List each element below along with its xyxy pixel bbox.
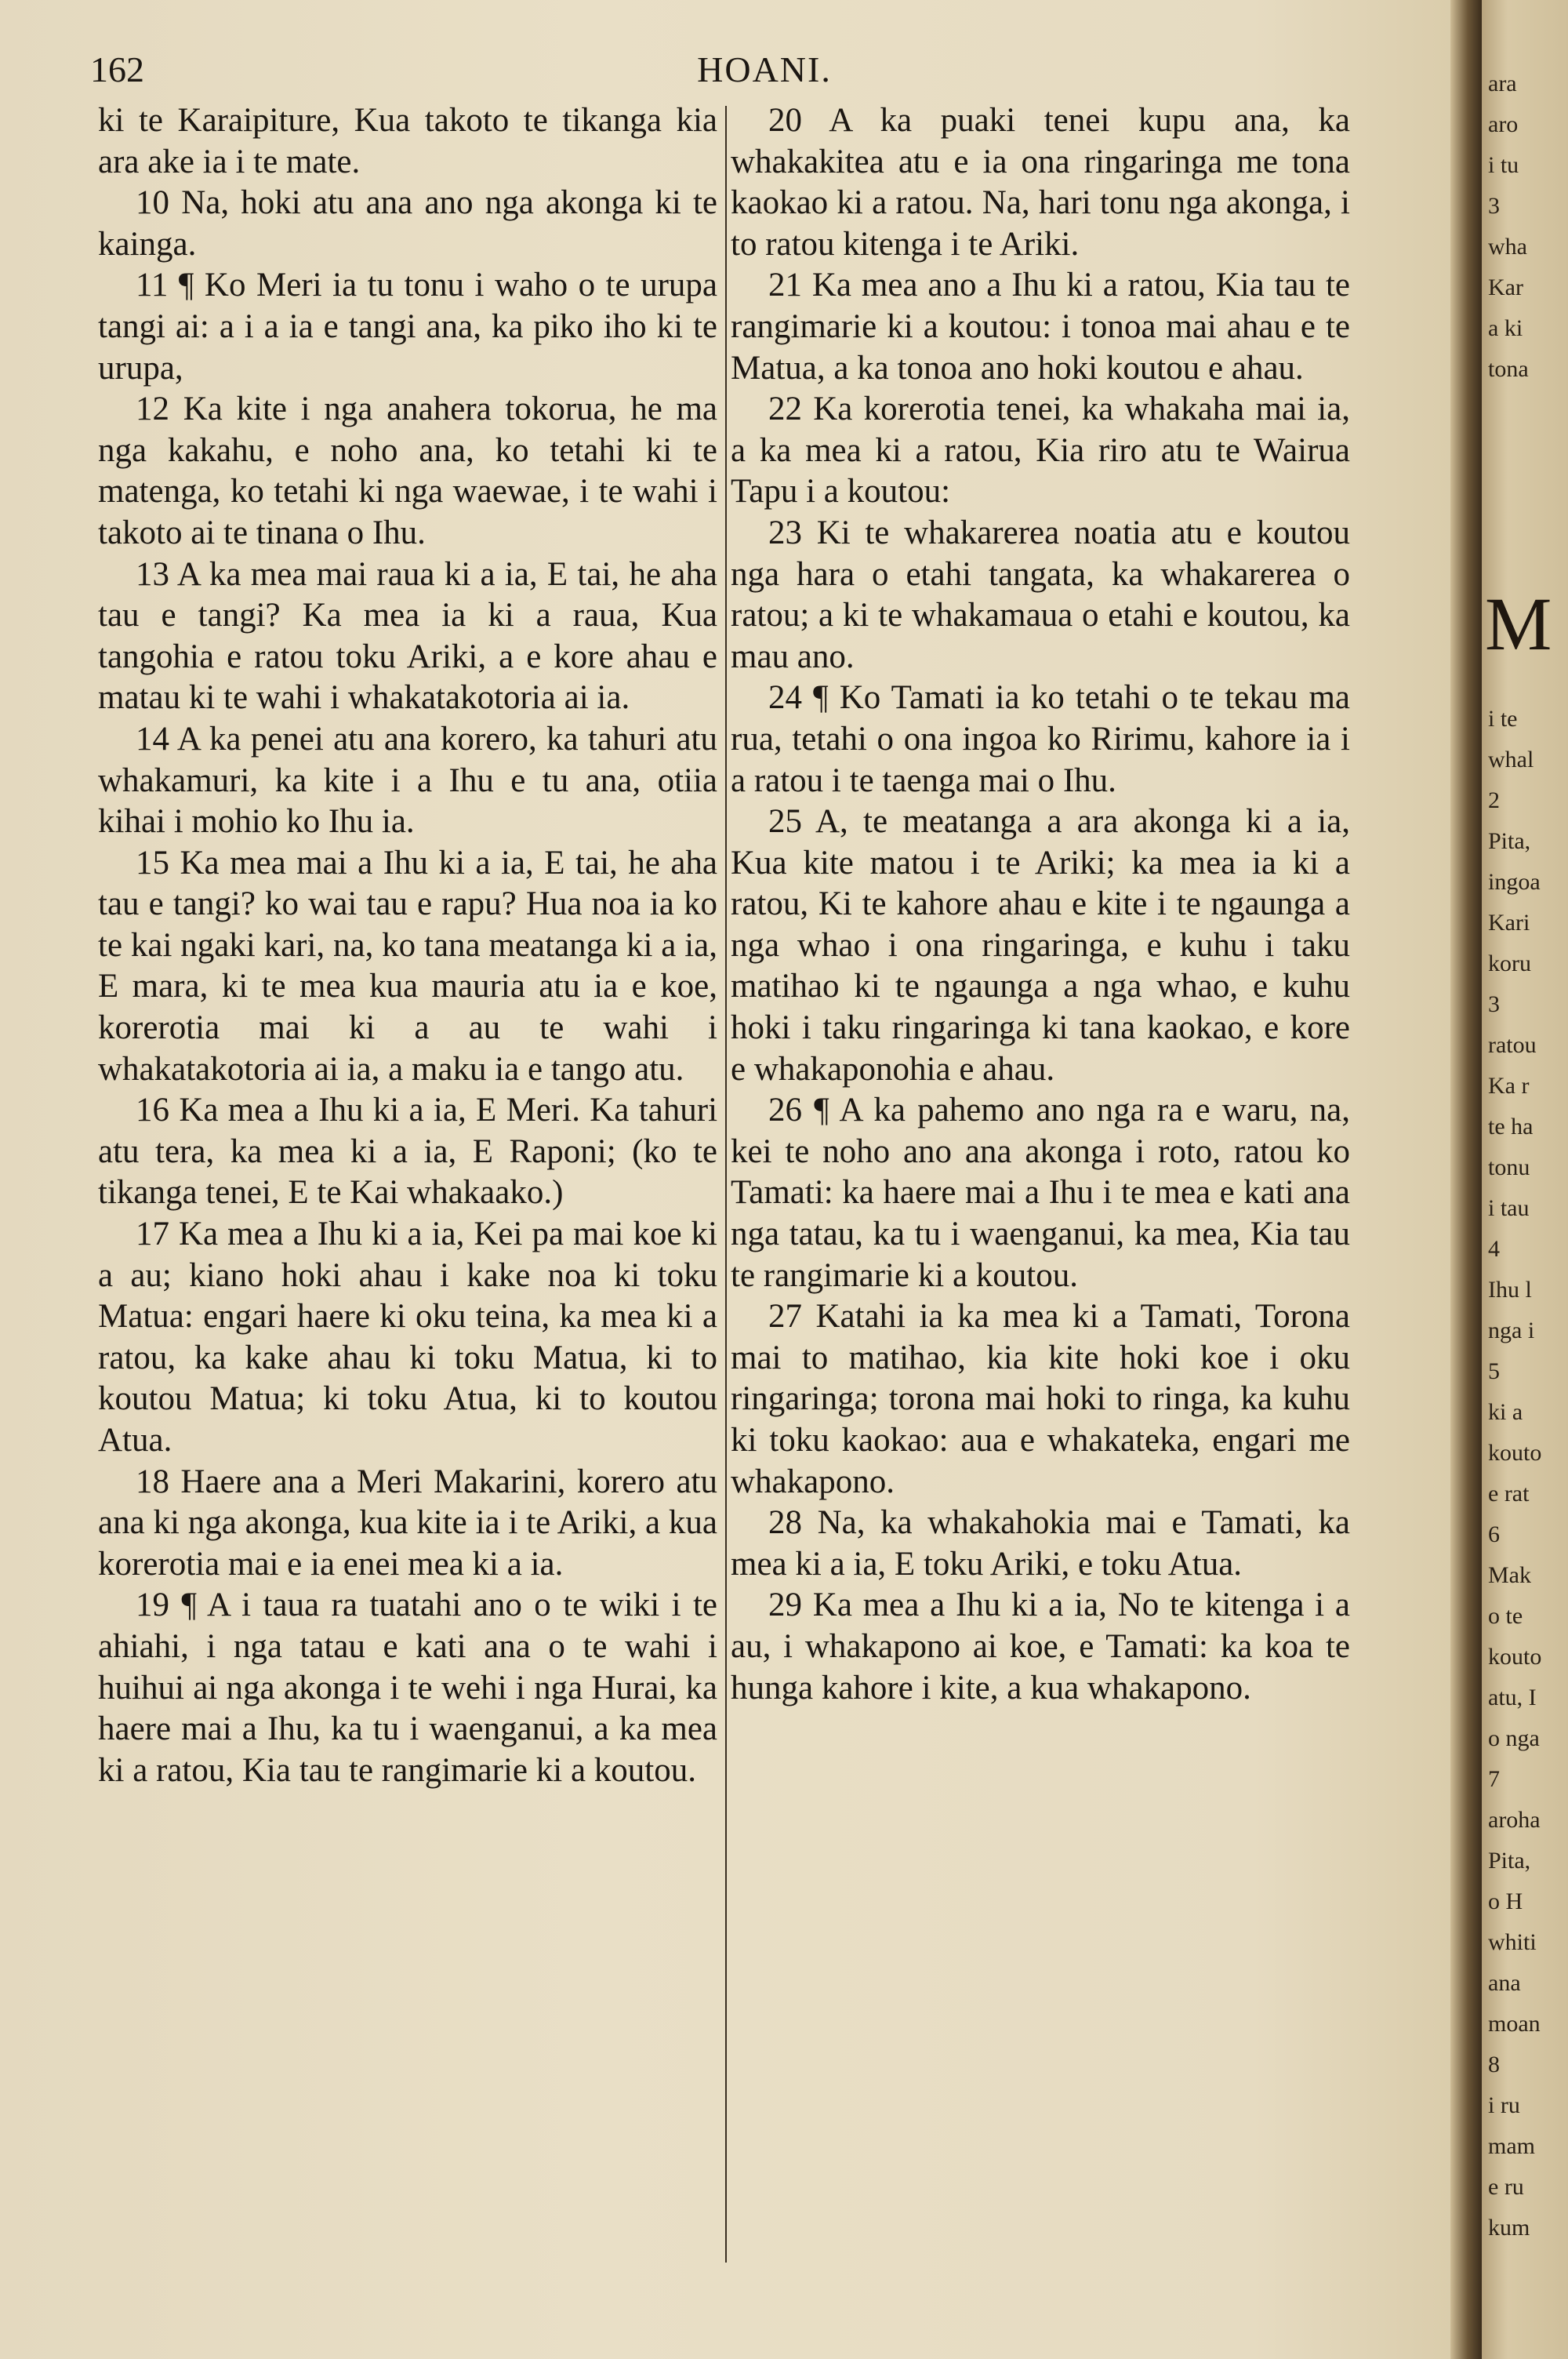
page-header	[90, 49, 1439, 96]
adjacent-page-fragment: Mak	[1488, 1562, 1531, 1588]
verse-number: 17	[136, 1216, 169, 1253]
adjacent-page-fragment: Kar	[1488, 274, 1523, 300]
adjacent-page-fragment: 3	[1488, 193, 1500, 219]
verse	[98, 265, 717, 389]
column-rule	[725, 106, 727, 2263]
adjacent-page-fragment: whal	[1488, 747, 1534, 772]
adjacent-page-fragment: i ru	[1488, 2092, 1520, 2118]
adjacent-page-fragment: ingoa	[1488, 869, 1541, 895]
adjacent-page-fragment: 8	[1488, 2052, 1500, 2077]
verse-text: Ka mea a Ihu ki a ia, Kei pa mai koe ki a au; kiano hoki ahau i kake noa ki toku Matua: engari haere ki oku teina, ka mea ki a ratou, ka kake ahau ki toku Matua, ki to koutou Matua; ki toku Atua, ki to koutou Atua.	[98, 1216, 718, 1459]
pilcrow-mark: ¶	[178, 267, 194, 304]
verse	[731, 265, 1350, 389]
adjacent-page-fragment: ki a	[1488, 1399, 1523, 1425]
adjacent-page-fragment: koru	[1488, 951, 1531, 976]
verse	[98, 1090, 717, 1214]
verse-text: Ko Tamati ia ko tetahi o te tekau ma rua, tetahi o ona ingoa ko Ririmu, kahore ia i a ratou i te taenga mai o Ihu.	[731, 679, 1350, 799]
verse-number: 13	[136, 555, 169, 593]
adjacent-page-fragment: te ha	[1488, 1114, 1534, 1140]
adjacent-page-fragment: ratou	[1488, 1032, 1537, 1058]
adjacent-page-fragment: e ru	[1488, 2174, 1524, 2200]
verse	[731, 513, 1350, 678]
adjacent-page-fragment: ara	[1488, 71, 1517, 96]
verse-number: 19	[136, 1587, 169, 1624]
verse-number: 26	[768, 1092, 802, 1129]
verse-number: 15	[136, 844, 169, 881]
verse	[98, 183, 717, 265]
adjacent-page-fragment: 5	[1488, 1358, 1500, 1384]
verse	[98, 100, 717, 183]
left-column	[98, 100, 717, 1791]
pilcrow-mark: ¶	[813, 679, 829, 717]
verse-text: Na, hoki atu ana ano nga akonga ki te kainga.	[98, 184, 718, 263]
running-head: HOANI.	[697, 49, 832, 89]
adjacent-page-fragment: whiti	[1488, 1929, 1537, 1955]
verse-text: Na, ka whakahokia mai e Tamati, ka mea ki a ia, E toku Ariki, e toku Atua.	[731, 1504, 1350, 1583]
verse-text: A i taua ra tuatahi ano o te wiki i te ahiahi, i nga tatau e kati ana o te wahi i huihui ai nga akonga i te wehi i nga Hurai, ka haere mai a Ihu, ka tu i waenganui, a ka mea ki a ratou, Kia tau te rangimarie ki a koutou.	[98, 1587, 717, 1789]
pilcrow-mark: ¶	[814, 1092, 829, 1129]
verse-number: 21	[768, 267, 802, 304]
right-column	[731, 100, 1350, 1709]
verse-number: 14	[136, 720, 169, 758]
verse-number: 28	[768, 1504, 802, 1542]
verse-number: 18	[136, 1463, 169, 1500]
verse-text: Ko Meri ia tu tonu i waho o te urupa tangi ai: a i a ia e tangi ana, ka piko iho ki te urupa,	[98, 267, 718, 387]
verse-text: Ka mea ano a Ihu ki a ratou, Kia tau te rangimarie ki a koutou: i tonoa mai ahau e te Matua, a ka tonoa ano hoki koutou e ahau.	[731, 267, 1351, 387]
adjacent-page-fragment: nga i	[1488, 1318, 1535, 1343]
verse-text: Ka mea a Ihu ki a ia, E Meri. Ka tahuri atu tera, ka mea ki a ia, E Raponi; (ko te tikanga tenei, E te Kai whakaako.)	[98, 1092, 718, 1212]
verse-text: Ka mea a Ihu ki a ia, No te kitenga i a au, i whakapono ai koe, e Tamati: ka koa te hunga kahore i kite, a kua whakapono.	[731, 1587, 1350, 1707]
adjacent-page-fragment: i tau	[1488, 1195, 1530, 1221]
adjacent-page-fragment: moan	[1488, 2011, 1541, 2037]
adjacent-page-fragment: 3	[1488, 991, 1500, 1017]
verse-number: 10	[136, 184, 169, 222]
verse-number: 16	[136, 1092, 169, 1129]
adjacent-page-fragment: kouto	[1488, 1644, 1542, 1670]
adjacent-page-fragment: Pita,	[1488, 1848, 1531, 1874]
verse	[731, 100, 1350, 265]
adjacent-page-fragment: Kari	[1488, 910, 1530, 936]
adjacent-page-fragment: i te	[1488, 706, 1518, 732]
verse-text: Katahi ia ka mea ki a Tamati, Torona mai to matihao, kia kite hoki koe i oku ringaringa; torona mai hoki to ringa, ka kuhu ki toku kaokao: aua e whakateka, engari me whakapono.	[731, 1298, 1350, 1500]
verse	[98, 1214, 717, 1462]
adjacent-page-fragment: 4	[1488, 1236, 1500, 1262]
adjacent-page-fragment: wha	[1488, 234, 1527, 260]
adjacent-page-edge	[1482, 0, 1568, 2359]
verse-number: 22	[768, 391, 802, 428]
verse-number: 24	[768, 679, 802, 717]
adjacent-page-fragment: o te	[1488, 1603, 1523, 1629]
verse	[731, 389, 1350, 513]
verse-text: A ka pahemo ano nga ra e waru, na, kei te noho ano ana akonga i roto, ratou ko Tamati: ka haere mai a Ihu i te mea e kati ana nga tatau, ka tu i waenganui, ka mea, Kia tau te rangimarie ki a koutou.	[731, 1092, 1350, 1294]
adjacent-page-fragment: o H	[1488, 1888, 1523, 1914]
page-number: 162	[90, 49, 144, 89]
adjacent-page-fragment: a ki	[1488, 315, 1523, 341]
adjacent-page-fragment: 6	[1488, 1521, 1500, 1547]
verse	[98, 554, 717, 719]
adjacent-page-fragment: Pita,	[1488, 828, 1531, 854]
verse-number: 27	[768, 1298, 802, 1336]
verse	[731, 1585, 1350, 1709]
verse-text: Ka korerotia tenei, ka whakaha mai ia, a ka mea ki a ratou, Kia riro atu te Wairua Tapu i a koutou:	[731, 391, 1351, 511]
adjacent-page-fragment: aro	[1488, 111, 1519, 137]
verse	[98, 843, 717, 1091]
book-gutter	[1450, 0, 1482, 2359]
verse-text: Ka mea mai a Ihu ki a ia, E tai, he aha tau e tangi? ko wai tau e rapu? Hua noa ia ko te kai ngaki kari, na, ko tana meatanga ki a ia, E mara, ki te mea kua mauria atu ia e koe, korerotia mai ki a au te wahi i whakatakotoria ai ia, a maku ia e tango atu.	[98, 844, 717, 1088]
adjacent-page-fragment: M	[1485, 582, 1552, 666]
adjacent-page-fragment: e rat	[1488, 1481, 1530, 1507]
verse-text: ki te Karaipiture, Kua takoto te tikanga kia ara ake ia i te mate.	[98, 102, 717, 180]
verse-number: 23	[768, 514, 802, 551]
adjacent-page-fragment: 2	[1488, 787, 1500, 813]
pilcrow-mark: ¶	[181, 1587, 197, 1624]
adjacent-page-fragment: ana	[1488, 1970, 1521, 1996]
adjacent-page-fragment: mam	[1488, 2133, 1535, 2159]
adjacent-page-fragment: i tu	[1488, 152, 1519, 178]
verse	[731, 1296, 1350, 1503]
verse	[731, 1090, 1350, 1296]
adjacent-page-fragment: tonu	[1488, 1154, 1530, 1180]
adjacent-page-fragment: atu, I	[1488, 1685, 1537, 1710]
adjacent-page-fragment: o nga	[1488, 1725, 1540, 1751]
verse	[98, 1462, 717, 1586]
adjacent-page-fragment: Ihu l	[1488, 1277, 1532, 1303]
verse-number: 25	[768, 803, 802, 841]
verse-text: Ki te whakarerea noatia atu e koutou nga hara o etahi tangata, ka whakarerea o ratou; a ki te whakamaua o etahi e koutou, ka mau ano.	[731, 514, 1351, 675]
verse	[98, 389, 717, 554]
verse	[98, 1585, 717, 1791]
verse-text: A ka penei atu ana korero, ka tahuri atu whakamuri, ka kite i a Ihu e tu ana, otiia kihai i mohio ko Ihu ia.	[98, 720, 717, 841]
verse-number: 11	[136, 267, 169, 304]
verse	[98, 719, 717, 843]
verse-text: Ka kite i nga anahera tokorua, he ma nga kakahu, e noho ana, ko tetahi ki te matenga, ko tetahi ki nga waewae, i te wahi i takoto ai te tinana o Ihu.	[98, 391, 718, 551]
adjacent-page-fragment: kum	[1488, 2215, 1530, 2241]
verse-number: 20	[768, 102, 802, 139]
verse	[731, 678, 1350, 801]
verse-text: A, te meatanga a ara akonga ki a ia, Kua kite matou i te Ariki; ka mea ia ki a ratou, Ki te kahore ahau e kite i te ngaunga a nga whao i ona ringaringa, e kuhu i taku matihao ki te ngaunga a nga whao, e kuhu hoki i taku ringaringa ki tana kaokao, e kore e whakaponohia e ahau.	[731, 803, 1350, 1088]
verse-text: A ka puaki tenei kupu ana, ka whakakitea atu e ia ona ringaringa me tona kaokao ki a ratou. Na, hari tonu nga akonga, i to ratou kitenga i te Ariki.	[731, 102, 1350, 263]
adjacent-page-fragment: kouto	[1488, 1440, 1542, 1466]
verse	[731, 801, 1350, 1090]
adjacent-page-fragment: tona	[1488, 356, 1529, 382]
verse-text: Haere ana a Meri Makarini, korero atu ana ki nga akonga, kua kite ia i te Ariki, a kua korerotia mai e ia enei mea ki a ia.	[98, 1463, 717, 1583]
verse-number: 29	[768, 1587, 802, 1624]
verse-text: A ka mea mai raua ki a ia, E tai, he aha tau e tangi? Ka mea ia ki a raua, Kua tangohia e ratou toku Ariki, a e kore ahau e matau ki te wahi i whakatakotoria ai ia.	[98, 555, 717, 717]
adjacent-page-fragment: aroha	[1488, 1807, 1541, 1833]
adjacent-page-fragment: 7	[1488, 1766, 1500, 1792]
verse-number: 12	[136, 391, 169, 428]
adjacent-page-fragment: Ka r	[1488, 1073, 1530, 1099]
verse	[731, 1503, 1350, 1585]
